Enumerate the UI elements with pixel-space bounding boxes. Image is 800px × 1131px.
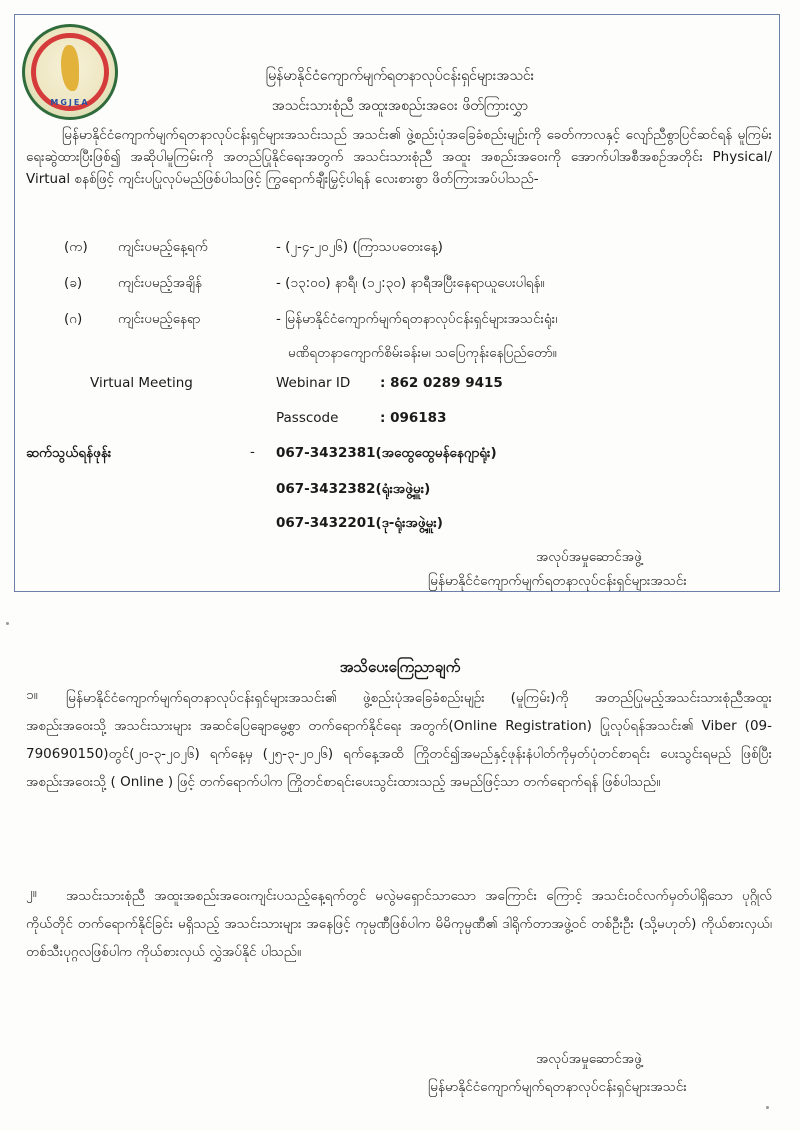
phone-line-2: 067-3432382(ရုံးအဖွဲ့မှူး) <box>276 481 431 497</box>
venue-line-2: မဏိရတနာကျောက်စိမ်းခန်းမ၊ သပြေကုန်းနေပြည်တော်။ <box>288 345 557 361</box>
notice-signature-committee: အလုပ်အမှုဆောင်အဖွဲ့ <box>536 1051 642 1067</box>
notice-title: အသိပေးကြေညာချက် <box>339 658 461 676</box>
schedule-mark-date: (က) <box>64 239 88 255</box>
notice-item-2-text: အသင်းသားစုံညီ အထူးအစည်းအဝေးကျင်းပသည့်နေ့ရက်တွင် မလွဲမရှောင်သာသော အကြောင်း ကြောင့် အသင်းဝင်လက်မှတ်ပါရှိသော ပုဂ္ဂိုလ်ကိုယ်တိုင် တက်ရောက်နိုင်ခြင်း မရှိသည့် အသင်းသားများ အနေဖြင့် ကုမ္ပဏီဖြစ်ပါက မိမိကုမ္ပဏီ၏ ဒါရိုက်တာအဖွဲ့ဝင် တစ်ဦးဦး (သို့မဟုတ်) ကိုယ်စားလှယ်၊ တစ်သီးပုဂ္ဂလဖြစ်ပါက ကိုယ်စားလှယ် လွှဲအပ်နိုင် ပါသည်။ <box>26 888 772 960</box>
contact-dash: - <box>250 444 255 460</box>
invitation-title: အသင်းသားစုံညီ အထူးအစည်းအဝေး ဖိတ်ကြားလွှာ <box>271 98 529 114</box>
webinar-id-label: Webinar ID <box>276 375 351 391</box>
scan-speck <box>766 1106 769 1109</box>
intro-paragraph: မြန်မာနိုင်ငံကျောက်မျက်ရတနာလုပ်ငန်းရှင်များအသင်းသည် အသင်း၏ ဖွဲ့စည်းပုံအခြေခံစည်းမျဉ်းကို ခေတ်ကာလနှင့် လျော်ညီစွာပြင်ဆင်ရန် မူကြမ်းရေးဆွဲထားပြီးဖြစ်၍ အဆိုပါမူကြမ်းကို အတည်ပြုနိုင်ရေးအတွက် အသင်းသားစုံညီ အထူး အစည်းအဝေးကို အောက်ပါအစီအစဉ်အတိုင်း Physical/ Virtual စနစ်ဖြင့် ကျင်းပပြုလုပ်မည်ဖြစ်ပါသဖြင့် ကြွရောက်ချီးမြှင့်ပါရန် လေးစားစွာ ဖိတ်ကြားအပ်ပါသည်- <box>26 127 772 187</box>
schedule-value-venue: - မြန်မာနိုင်ငံကျောက်မျက်ရတနာလုပ်ငန်းရှင်များအသင်းရုံး၊ <box>276 311 558 327</box>
logo-abbreviation: MGJEA <box>50 98 90 107</box>
schedule-value-time: - (၁၃:၀၀) နာရီ၊ (၁၂:၃၀) နာရီအပြီးနေရာယူပေးပါရန်။ <box>276 275 545 291</box>
schedule-value-date: - (၂-၄-၂၀၂၆) (ကြာသပတေးနေ့) <box>276 239 443 255</box>
schedule-label-venue: ကျင်းပမည့်နေရာ <box>118 311 201 327</box>
notice-signature-association: မြန်မာနိုင်ငံကျောက်မျက်ရတနာလုပ်ငန်းရှင်များအသင်း <box>428 1079 687 1095</box>
phone-line-1: 067-3432381(အထွေထွေမန်နေဂျာရုံး) <box>276 445 497 461</box>
notice-item-2-number: ၂။ <box>26 885 37 901</box>
signature-committee: အလုပ်အမှုဆောင်အဖွဲ့ <box>536 549 642 565</box>
schedule-label-date: ကျင်းပမည့်နေ့ရက် <box>118 239 209 255</box>
phone-line-3: 067-3432201(ဒု-ရုံးအဖွဲ့မှူး) <box>276 515 443 531</box>
schedule-mark-venue: (ဂ) <box>64 311 83 327</box>
webinar-id-value: : 862 0289 9415 <box>380 375 503 391</box>
contact-label: ဆက်သွယ်ရန်ဖုန်း <box>26 445 112 461</box>
org-heading: မြန်မာနိုင်ငံကျောက်မျက်ရတနာလုပ်ငန်းရှင်များအသင်း <box>265 68 535 84</box>
passcode-value: : 096183 <box>380 410 447 426</box>
passcode-label: Passcode <box>276 410 339 426</box>
schedule-label-time: ကျင်းပမည့်အချိန် <box>118 275 202 291</box>
scan-speck <box>6 622 9 625</box>
notice-item-1-text: မြန်မာနိုင်ငံကျောက်မျက်ရတနာလုပ်ငန်းရှင်များအသင်း၏ ဖွဲ့စည်းပုံအခြေခံစည်းမျဉ်း (မူကြမ်း)ကို အတည်ပြုမည့်အသင်းသားစုံညီအထူးအစည်းအဝေးသို့ အသင်းသားများ အဆင်ပြေချောမွေ့စွာ တက်ရောက်နိုင်ရေး အတွက်(Online Registration) ပြုလုပ်ရန်အသင်း၏ Viber (09-790690150)တွင်(၂၀-၃-၂၀၂၆) ရက်နေ့မှ (၂၅-၃-၂၀၂၆) ရက်နေ့အထိ ကြိုတင်၍အမည်နှင့်ဖုန်းနံပါတ်ကိုမှတ်ပုံတင်စာရင်း ပေးသွင်းရမည် ဖြစ်ပြီး အစည်းအဝေးသို့ ( Online ) ဖြင့် တက်ရောက်ပါက ကြိုတင်စာရင်းပေးသွင်းထားသည့် အမည်ဖြင့်သာ တက်ရောက်ရန် ဖြစ်ပါသည်။ <box>26 690 772 790</box>
signature-association: မြန်မာနိုင်ငံကျောက်မျက်ရတနာလုပ်ငန်းရှင်များအသင်း <box>428 573 687 589</box>
notice-item-1-number: ၁။ <box>26 687 38 703</box>
schedule-mark-time: (ခ) <box>64 275 83 291</box>
virtual-meeting-label: Virtual Meeting <box>90 375 193 391</box>
